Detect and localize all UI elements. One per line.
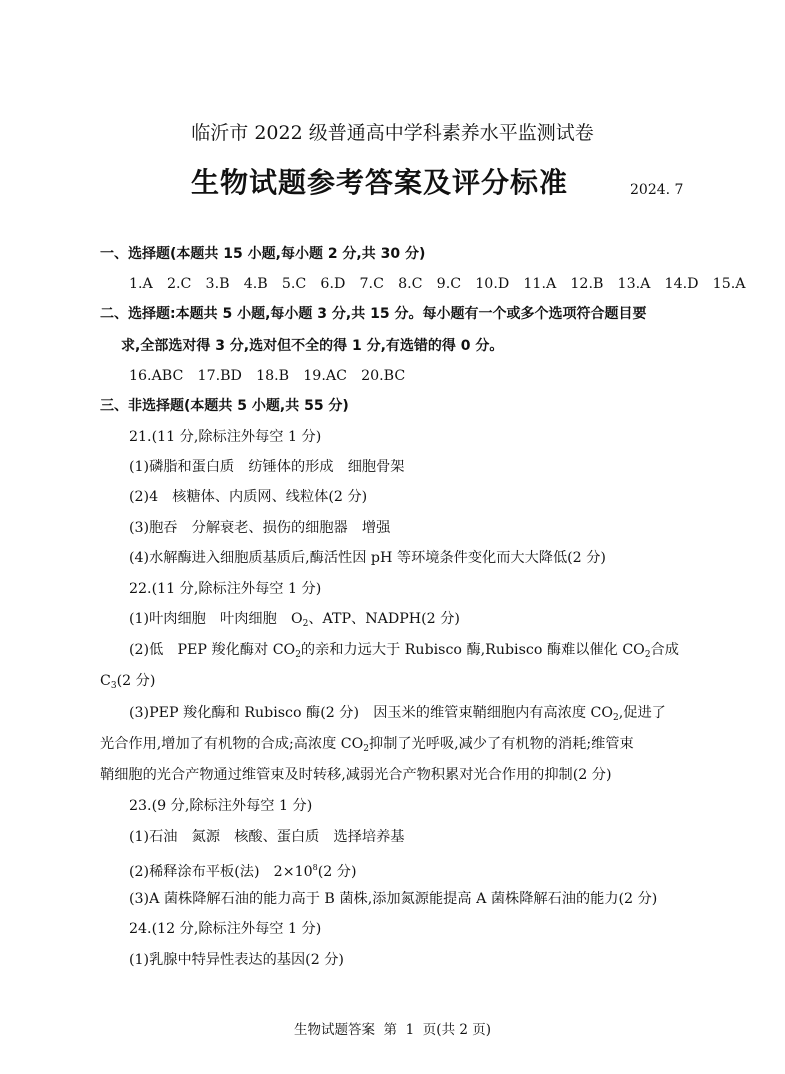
q23-heading: 23.(9 分,除标注外每空 1 分): [129, 798, 313, 814]
q23-answer-3: (3)A 菌株降解石油的能力高于 B 菌株,添加氮源能提高 A 菌株降解石油的能力(2 分): [129, 891, 658, 907]
text: C: [100, 673, 111, 689]
q21-answer-1: (1)磷脂和蛋白质 纺锤体的形成 细胞骨架: [129, 459, 405, 475]
subscript: 2: [644, 650, 651, 660]
section-3-heading: 三、非选择题(本题共 5 小题,共 55 分): [100, 398, 349, 414]
q24-heading: 24.(12 分,除标注外每空 1 分): [129, 921, 322, 937]
subscript: 2: [302, 619, 309, 629]
section-2-heading-cont: 求,全部选对得 3 分,选对但不全的得 1 分,有选错的得 0 分。: [121, 338, 504, 354]
text: ,促进了: [618, 705, 666, 721]
q22-answer-3: [129, 703, 666, 728]
subscript: 2: [295, 650, 301, 660]
text: 、ATP、NADPH(2 分): [308, 611, 460, 627]
text: 光合作用,增加了有机物的合成;高浓度 CO: [100, 736, 364, 752]
text: 抑制了光呼吸,减少了有机物的消耗;维管束: [369, 736, 634, 752]
exam-series-title: 临沂市 2022 级普通高中学科素养水平监测试卷: [191, 122, 594, 144]
q21-answer-4: (4)水解酶进入细胞质基质后,酶活性因 pH 等环境条件变化而大大降低(2 分): [129, 550, 606, 566]
q21-answer-3: (3)胞吞 分解衰老、损伤的细胞器 增强: [129, 520, 391, 536]
q22-answer-1: [129, 609, 460, 634]
text: (3)PEP 羧化酶和 Rubisco 酶(2 分) 因玉米的维管束鞘细胞内有高浓度 CO: [129, 705, 614, 721]
section-2-heading: 二、选择题:本题共 5 小题,每小题 3 分,共 15 分。每小题有一个或多个选项符合题目要: [100, 306, 647, 322]
text: (2)稀释涂布平板(法) 2×10: [129, 864, 313, 880]
superscript: 8: [312, 863, 318, 872]
text: (2 分): [317, 864, 357, 880]
page-footer: 生物试题答案 第 1 页(共 2 页): [293, 1022, 492, 1038]
q21-answer-2: (2)4 核糖体、内质网、线粒体(2 分): [129, 489, 368, 505]
text: 合成: [650, 642, 679, 658]
section-2-answers: 16.ABC 17.BD 18.B 19.AC 20.BC: [129, 368, 406, 384]
q21-heading: 21.(11 分,除标注外每空 1 分): [129, 429, 322, 445]
document-title: 生物试题参考答案及评分标准: [191, 166, 569, 199]
text: 的亲和力远大于 Rubisco 酶,Rubisco 酶难以催化 CO: [300, 642, 645, 658]
subscript: 2: [363, 744, 370, 754]
q23-answer-1: (1)石油 氮源 核酸、蛋白质 选择培养基: [129, 829, 405, 845]
text: (2)低 PEP 羧化酶对 CO: [129, 642, 296, 658]
q22-answer-2: [129, 640, 679, 665]
text: (1)叶肉细胞 叶肉细胞 O: [129, 611, 303, 627]
q22-answer-2-cont: [100, 671, 155, 696]
q22-answer-3-cont: [100, 734, 634, 759]
q22-heading: 22.(11 分,除标注外每空 1 分): [129, 581, 322, 597]
section-1-heading: 一、选择题(本题共 15 小题,每小题 2 分,共 30 分): [100, 246, 426, 262]
subscript: 2: [613, 713, 619, 723]
document-date: 2024. 7: [630, 182, 684, 198]
section-1-answers: 1.A 2.C 3.B 4.B 5.C 6.D 7.C 8.C 9.C 10.D 11.A 12.B 13.A 14.D 15.A: [129, 276, 746, 292]
subscript: 3: [110, 681, 117, 691]
q22-answer-3-cont-2: 鞘细胞的光合产物通过维管束及时转移,减弱光合产物积累对光合作用的抑制(2 分): [100, 767, 612, 783]
text: (2 分): [116, 673, 156, 689]
q24-answer-1: (1)乳腺中特异性表达的基因(2 分): [129, 952, 344, 968]
q23-answer-2: [129, 858, 357, 882]
